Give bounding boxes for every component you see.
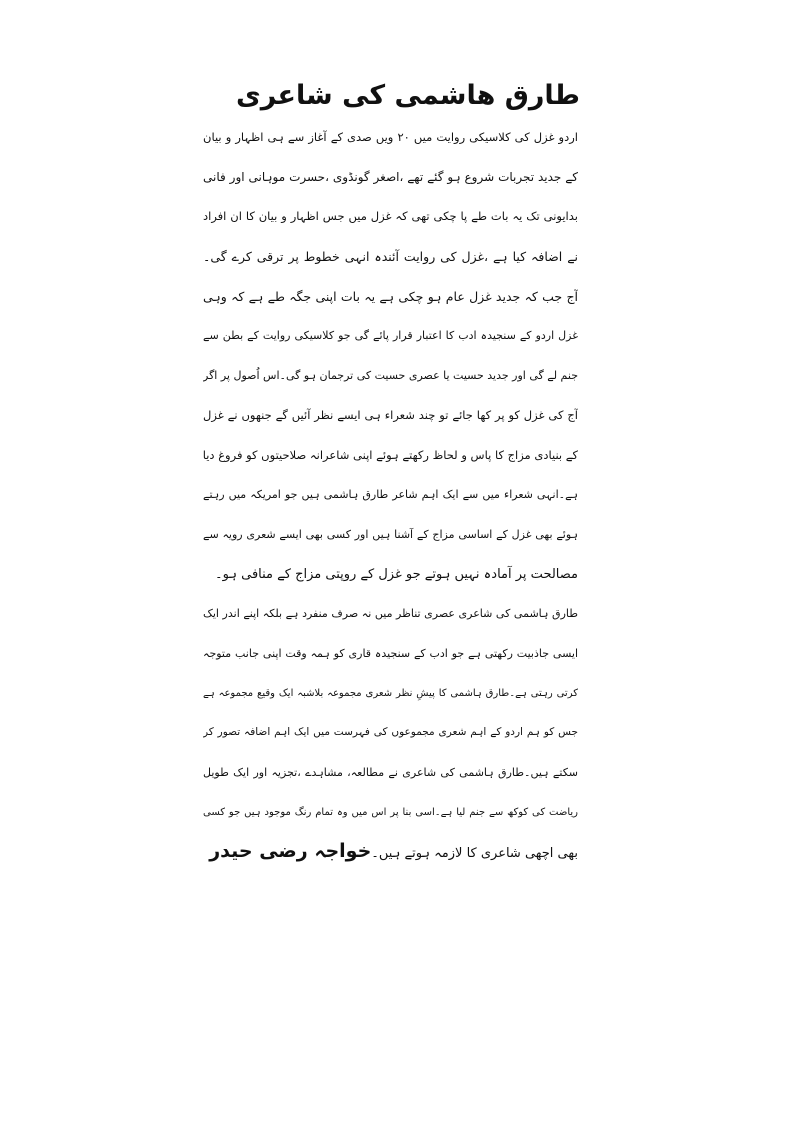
author-signature: خواجہ رضی حیدر bbox=[209, 840, 372, 863]
text-line: ریاضت کی کوکھ سے جنم لیا ہے۔اسی بنا پر اس میں وہ تمام رنگ موجود ہیں جو کسی bbox=[203, 806, 578, 818]
text-line: ہوئے بھی غزل کے اساسی مزاج کے آشنا ہیں اور کسی بھی ایسے شعری رویہ سے bbox=[203, 527, 578, 541]
text-line: سکتے ہیں۔طارق ہاشمی کی شاعری نے مطالعہ، مشاہدے ،تجزیہ اور ایک طویل bbox=[203, 766, 578, 779]
closing-line bbox=[203, 832, 578, 872]
closing-text: بھی اچھی شاعری کا لازمہ ہوتے ہیں۔ bbox=[371, 846, 578, 862]
text-line: اردو غزل کی کلاسیکی روایت میں ۲۰ ویں صدی کے آغاز سے ہی اظہار و بیان bbox=[203, 130, 578, 144]
text-line: مصالحت پر آمادہ نہیں ہوتے جو غزل کے روپتی مزاج کے منافی ہو۔ bbox=[215, 566, 578, 582]
page-title: طارق ھاشمی کی شاعری bbox=[236, 80, 580, 111]
text-line: غزل اردو کے سنجیدہ ادب کا اعتبار قرار پائے گی جو کلاسیکی روایت کے بطن سے bbox=[203, 329, 578, 343]
text-line: نے اضافہ کیا ہے ،غزل کی روایت آئندہ انہی خطوط پر ترقی کرے گی۔ bbox=[203, 249, 578, 265]
text-line: آج جب کہ جدید غزل عام ہو چکی ہے یہ بات اپنی جگہ طے ہے کہ وہی bbox=[203, 288, 578, 304]
text-line: جس کو ہم اردو کے اہم شعری مجموعوں کی فہرست میں ایک اہم اضافہ تصور کر bbox=[203, 726, 578, 739]
text-line: کرتی رہتی ہے۔طارق ہاشمی کا پیشِ نظر شعری مجموعہ بلاشبہ ایک وقیع مجموعہ ہے bbox=[203, 687, 578, 699]
text-line: ہے۔انہی شعراء میں سے ایک اہم شاعر طارق ہاشمی ہیں جو امریکہ میں رہتے bbox=[203, 488, 578, 502]
text-line: ایسی جاذبیت رکھتی ہے جو ادب کے سنجیدہ قاری کو ہمہ وقت اپنی جانب متوجہ bbox=[203, 646, 578, 660]
text-line: جنم لے گی اور جدید حسیت یا عصری حسیت کی ترجمان ہو گی۔اس اُصول پر اگر bbox=[203, 369, 578, 383]
article-body bbox=[203, 118, 578, 872]
text-line: طارق ہاشمی کی شاعری عصری تناظر میں نہ صرف منفرد ہے بلکہ اپنے اندر ایک bbox=[203, 607, 578, 621]
text-line: کے بنیادی مزاج کا پاس و لحاظ رکھتے ہوئے اپنی شاعرانہ صلاحیتوں کو فروغ دیا bbox=[203, 447, 578, 462]
text-line: کے جدید تجربات شروع ہو گئے تھے ،اصغر گونڈوی ،حسرت موہانی اور فانی bbox=[203, 169, 578, 184]
text-line: آج کی غزل کو پر کھا جائے تو چند شعراء ہی ایسے نظر آئیں گے جنھوں نے غزل bbox=[203, 407, 578, 422]
text-line: بدایونی تک یہ بات طے پا چکی تھی کہ غزل میں جس اظہار و بیان کا ان افراد bbox=[203, 209, 578, 224]
